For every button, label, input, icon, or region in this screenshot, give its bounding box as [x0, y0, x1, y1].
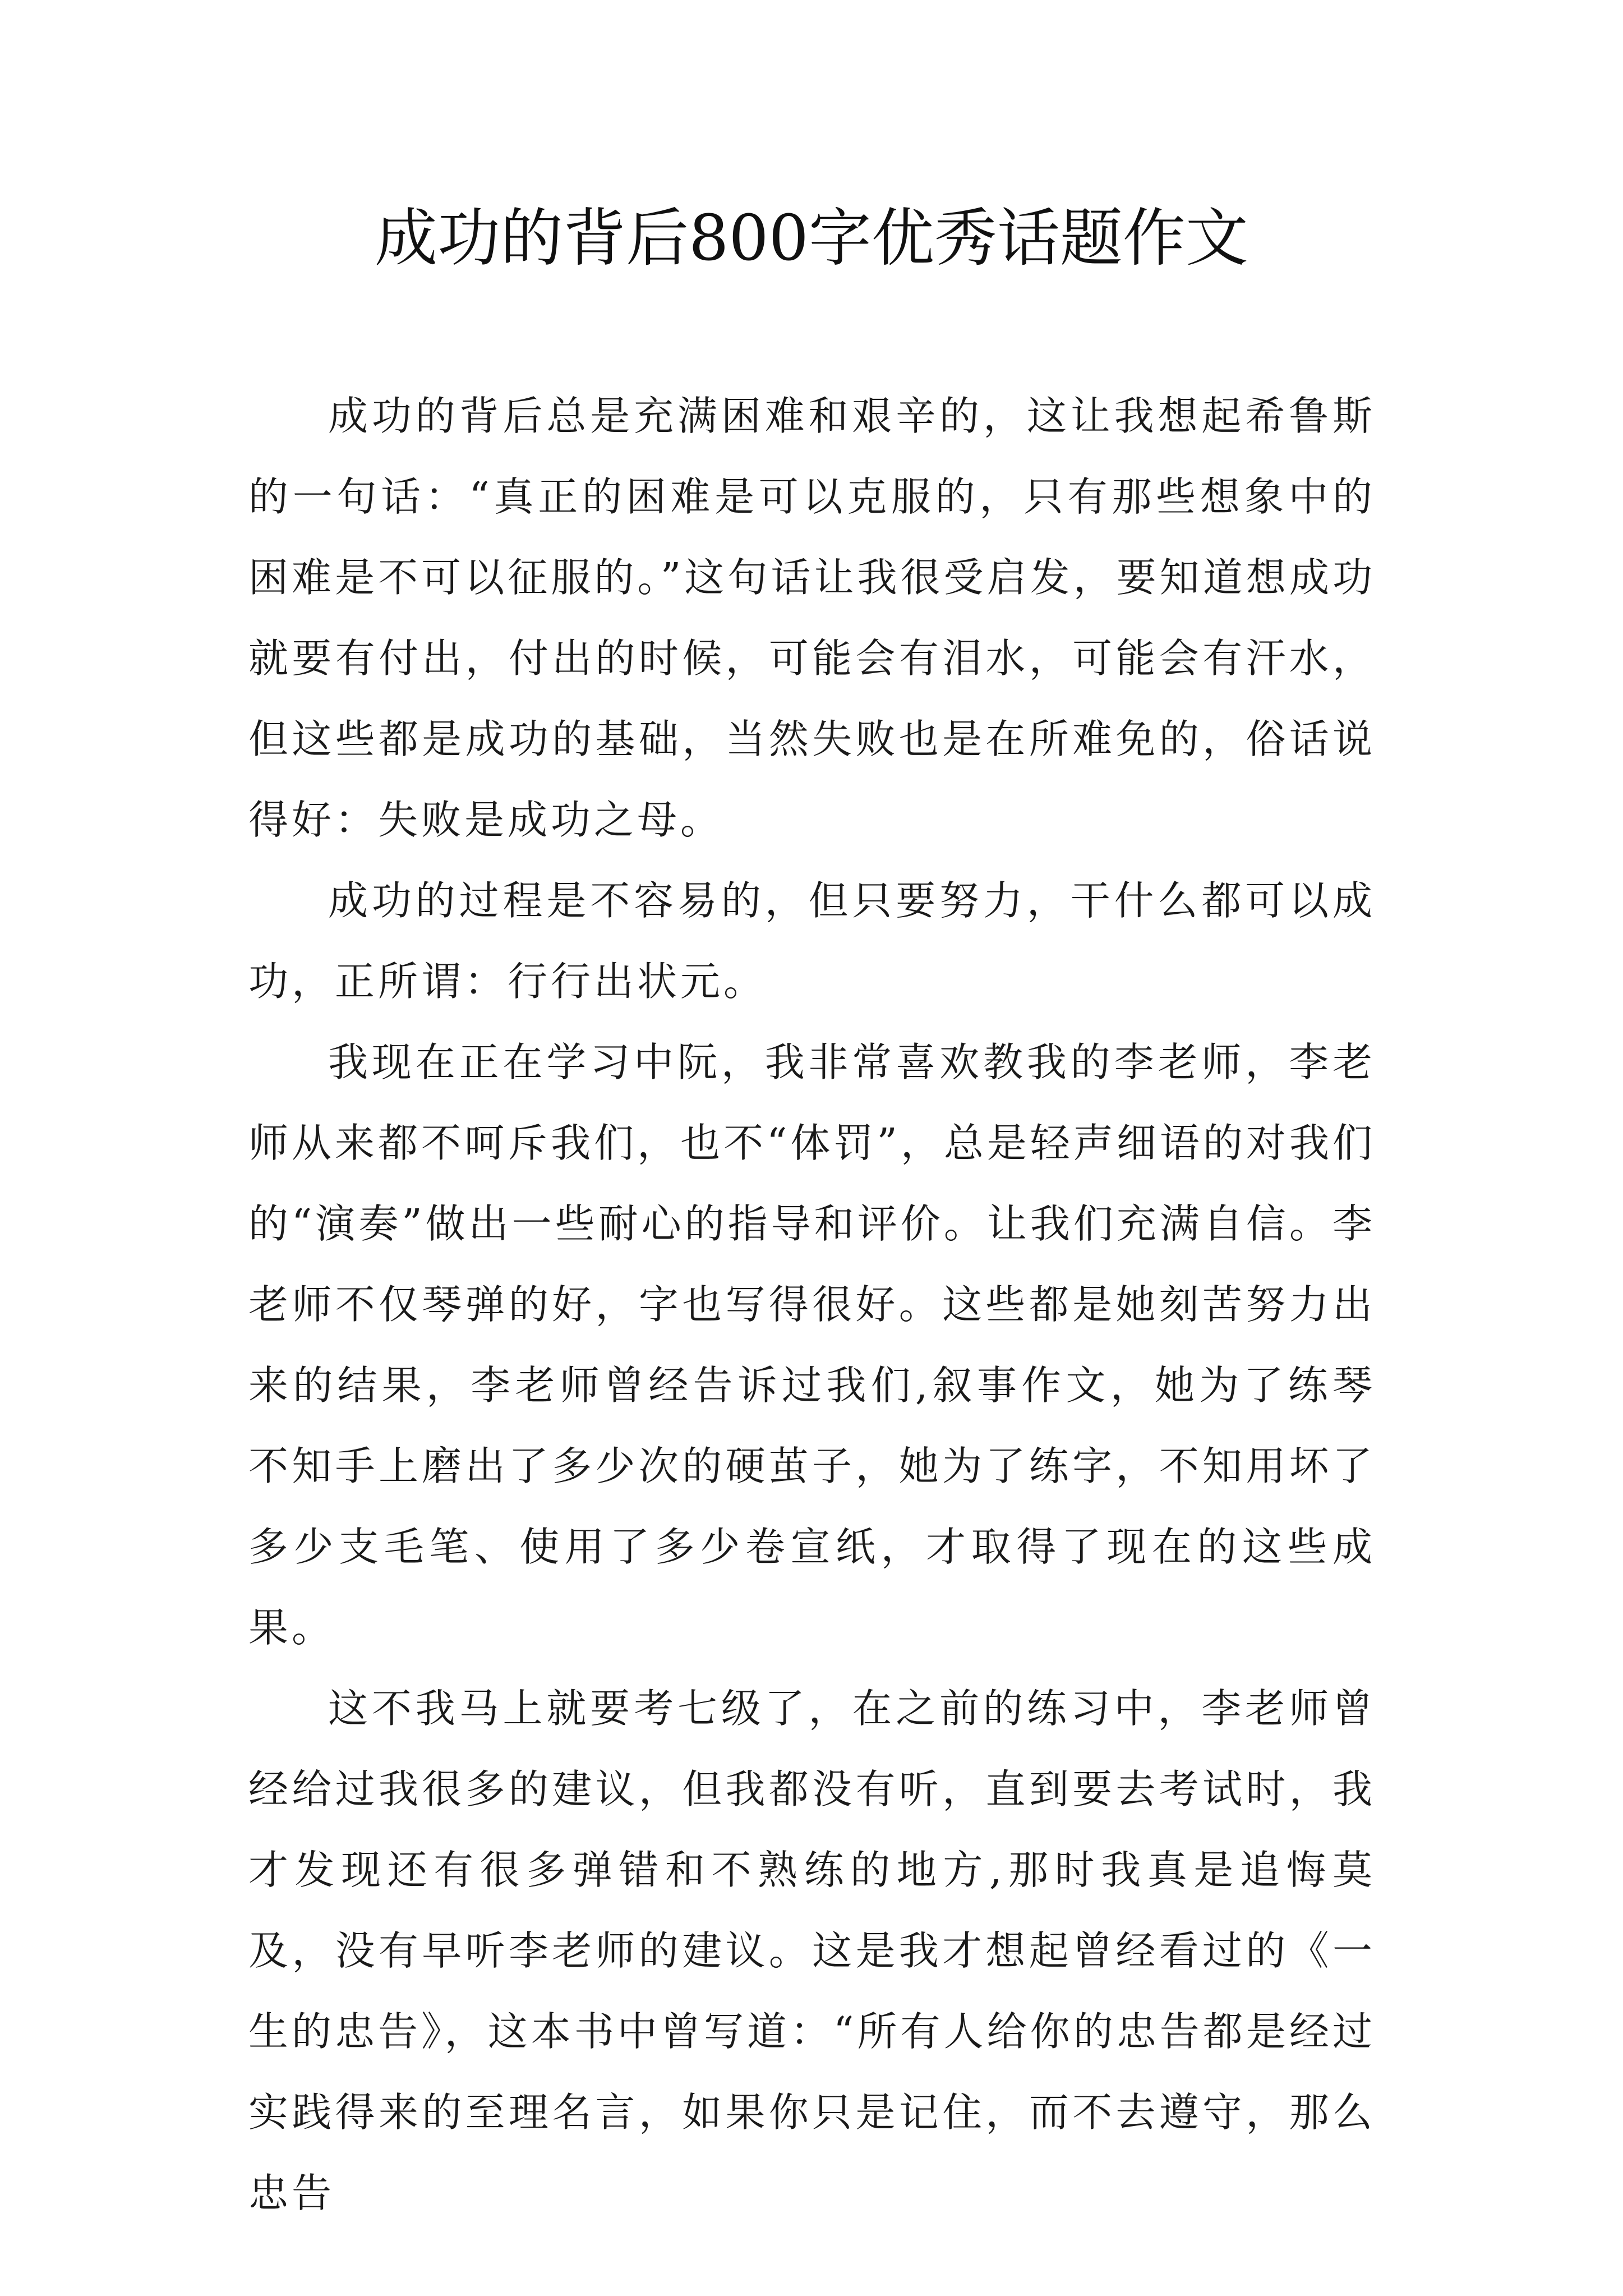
- paragraph-1: 成功的背后总是充满困难和艰辛的，这让我想起希鲁斯的一句话：“真正的困难是可以克服的，只有那些想象中的困难是不可以征服的。”这句话让我很受启发，要知道想成功就要有付出，付出的时候，可能会有泪水，可能会有汗水，但这些都是成功的基础，当然失败也是在所难免的，俗话说得好：失败是成功之母。: [248, 393, 1376, 843]
- paragraph-2: 成功的过程是不容易的，但只要努力，干什么都可以成功，正所谓：行行出状元。: [248, 877, 1376, 1005]
- paragraph-3: 我现在正在学习中阮，我非常喜欢教我的李老师，李老师从来都不呵斥我们，也不“体罚”，总是轻声细语的对我们的“演奏”做出一些耐心的指导和评价。让我们充满自信。李老师不仅琴弹的好，字也写得很好。这些都是她刻苦努力出来的结果，李老师曾经告诉过我们,叙事作文，她为了练琴不知手上磨出了多少次的硬茧子，她为了练字，不知用坏了多少支毛笔、使用了多少卷宣纸，才取得了现在的这些成果。: [248, 1039, 1376, 1651]
- document-title: 成功的背后800字优秀话题作文: [375, 202, 1248, 275]
- document-body: [248, 376, 1376, 2234]
- paragraph-4: 这不我马上就要考七级了，在之前的练习中，李老师曾经给过我很多的建议，但我都没有听，直到要去考试时，我才发现还有很多弹错和不熟练的地方,那时我真是追悔莫及，没有早听李老师的建议。这是我才想起曾经看过的《一生的忠告》，这本书中曾写道：“所有人给你的忠告都是经过实践得来的至理名言，如果你只是记住，而不去遵守，那么忠告: [248, 1685, 1376, 2216]
